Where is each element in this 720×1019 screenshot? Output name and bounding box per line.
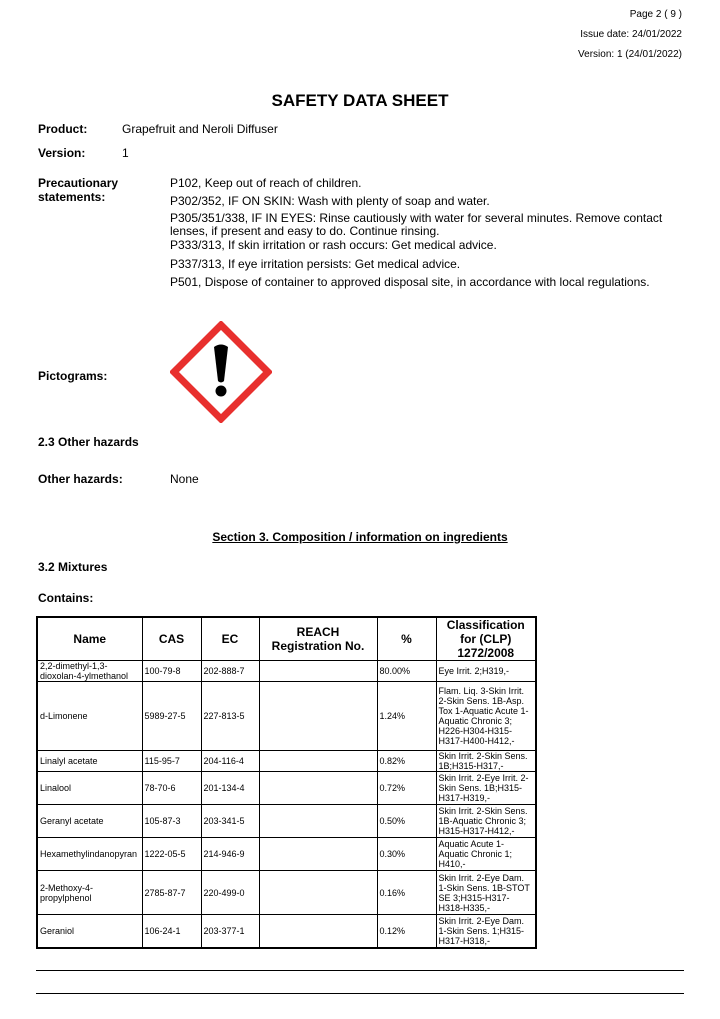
cell-reach (259, 871, 377, 915)
cell-percent: 0.82% (377, 751, 436, 772)
cell-reach (259, 751, 377, 772)
cell-name: Hexamethylindanopyran (37, 838, 142, 871)
cell-cas: 78-70-6 (142, 772, 201, 805)
cell-cas: 115-95-7 (142, 751, 201, 772)
cell-ec: 204-116-4 (201, 751, 259, 772)
cell-reach (259, 661, 377, 682)
statement-p501: P501, Dispose of container to approved disposal site, in accordance with local regulations. (170, 275, 650, 289)
cell-ec: 201-134-4 (201, 772, 259, 805)
cell-reach (259, 682, 377, 751)
contains-label: Contains: (38, 591, 94, 605)
table-row (37, 805, 536, 838)
document-title: SAFETY DATA SHEET (271, 91, 449, 110)
other-hazards-value: None (170, 472, 199, 486)
table-row (37, 871, 536, 915)
header-cas: CAS (142, 617, 201, 661)
other-hazards-heading: 2.3 Other hazards (38, 435, 139, 449)
cell-percent: 0.72% (377, 772, 436, 805)
statement-p302: P302/352, IF ON SKIN: Wash with plenty of soap and water. (170, 194, 490, 208)
table-row (37, 751, 536, 772)
section3-title: Section 3. Composition / information on ingredients (212, 530, 508, 544)
exclamation-mark-icon (170, 321, 272, 423)
cell-percent: 1.24% (377, 682, 436, 751)
precautionary-label: Precautionary statements: (38, 176, 119, 204)
header-percent: % (377, 617, 436, 661)
table-row (37, 661, 536, 682)
cell-ec: 203-341-5 (201, 805, 259, 838)
cell-reach (259, 805, 377, 838)
table-row (37, 838, 536, 871)
cell-name: 2-Methoxy-4-propylphenol (37, 871, 142, 915)
issue-date: Issue date: 24/01/2022 (580, 29, 682, 40)
cell-name: Linalool (37, 772, 142, 805)
cell-cas: 105-87-3 (142, 805, 201, 838)
cell-ec: 214-946-9 (201, 838, 259, 871)
table-row (37, 915, 536, 948)
version-value: 1 (122, 146, 129, 160)
table-header-row (37, 617, 536, 661)
statement-p102: P102, Keep out of reach of children. (170, 176, 362, 190)
cell-cas: 100-79-8 (142, 661, 201, 682)
cell-ec: 220-499-0 (201, 871, 259, 915)
cell-percent: 0.30% (377, 838, 436, 871)
statement-p333: P333/313, If skin irritation or rash occurs: Get medical advice. (170, 238, 497, 252)
statement-p305: P305/351/338, IF IN EYES: Rinse cautiously with water for several minutes. Remove contact lenses, if present and easy to do. Continue rinsing. (170, 211, 663, 238)
footer-divider-bottom (36, 993, 684, 994)
product-value: Grapefruit and Neroli Diffuser (122, 122, 278, 136)
header-reach: REACH Registration No. (259, 617, 377, 661)
cell-classification: Eye Irrit. 2;H319,- (436, 661, 536, 682)
cell-cas: 5989-27-5 (142, 682, 201, 751)
cell-percent: 0.16% (377, 871, 436, 915)
statement-p337: P337/313, If eye irritation persists: Get medical advice. (170, 257, 461, 271)
cell-reach (259, 915, 377, 948)
cell-reach (259, 838, 377, 871)
header-classification: Classification for (CLP) 1272/2008 (436, 617, 536, 661)
cell-classification: Skin Irrit. 2-Eye Dam. 1-Skin Sens. 1B-STOT SE 3;H315-H317-H318-H335,- (436, 871, 536, 915)
cell-percent: 80.00% (377, 661, 436, 682)
cell-name: Linalyl acetate (37, 751, 142, 772)
other-hazards-label: Other hazards: (38, 472, 123, 486)
cell-classification: Skin Irrit. 2-Skin Sens. 1B;H315-H317,- (436, 751, 536, 772)
cell-classification: Aquatic Acute 1-Aquatic Chronic 1; H410,- (436, 838, 536, 871)
cell-classification: Skin Irrit. 2-Eye Dam. 1-Skin Sens. 1;H315-H317-H318,- (436, 915, 536, 948)
cell-classification: Skin Irrit. 2-Skin Sens. 1B-Aquatic Chronic 3; H315-H317-H412,- (436, 805, 536, 838)
cell-name: 2,2-dimethyl-1,3-dioxolan-4-ylmethanol (37, 661, 142, 682)
cell-name: Geranyl acetate (37, 805, 142, 838)
cell-classification: Flam. Liq. 3-Skin Irrit. 2-Skin Sens. 1B-Asp. Tox 1-Aquatic Acute 1-Aquatic Chronic 3; H226-H304-H315-H317-H400-H412,- (436, 682, 536, 751)
cell-ec: 203-377-1 (201, 915, 259, 948)
cell-name: d-Limonene (37, 682, 142, 751)
header-ec: EC (201, 617, 259, 661)
cell-percent: 0.50% (377, 805, 436, 838)
cell-reach (259, 772, 377, 805)
version-label: Version: (38, 146, 86, 160)
product-label: Product: (38, 122, 88, 136)
cell-cas: 2785-87-7 (142, 871, 201, 915)
mixtures-heading: 3.2 Mixtures (38, 560, 108, 574)
footer-divider-top (36, 970, 684, 971)
cell-name: Geraniol (37, 915, 142, 948)
cell-percent: 0.12% (377, 915, 436, 948)
version-date: Version: 1 (24/01/2022) (578, 49, 682, 60)
table-row (37, 682, 536, 751)
pictograms-label: Pictograms: (38, 369, 108, 383)
ingredients-table (36, 616, 537, 949)
cell-classification: Skin Irrit. 2-Eye Irrit. 2-Skin Sens. 1B;H315-H317-H319,- (436, 772, 536, 805)
cell-ec: 227-813-5 (201, 682, 259, 751)
cell-cas: 1222-05-5 (142, 838, 201, 871)
cell-ec: 202-888-7 (201, 661, 259, 682)
page-number: Page 2 ( 9 ) (629, 9, 682, 20)
table-row (37, 772, 536, 805)
cell-cas: 106-24-1 (142, 915, 201, 948)
header-name: Name (37, 617, 142, 661)
